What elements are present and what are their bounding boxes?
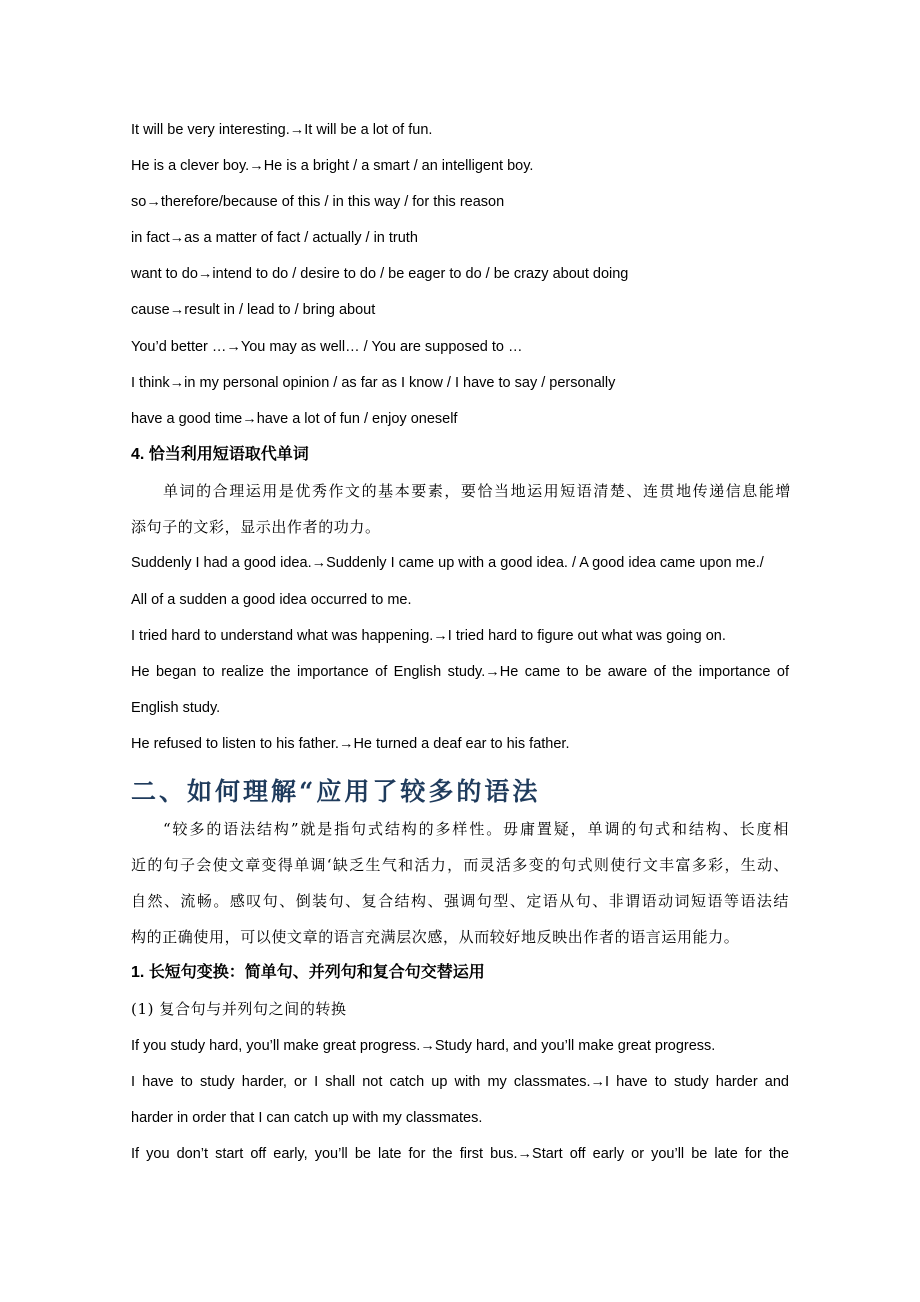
- section-4-heading: 4. 恰当利用短语取代单词: [131, 446, 309, 463]
- section-4-paragraph-line: 单词的合理运用是优秀作文的基本要素，要恰当地运用短语清楚、连贯地传递信息能增: [163, 482, 791, 500]
- example-sentence: I have to study harder, or I shall not catch up with my classmates.→I have to study harder and: [131, 1074, 789, 1090]
- phrase-pair: You’d better …→You may as well… / You are supposed to …: [131, 339, 523, 355]
- phrase-pair: cause→result in / lead to / bring about: [131, 302, 376, 318]
- phrase-pair: He is a clever boy.→He is a bright / a smart / an intelligent boy.: [131, 158, 534, 174]
- phrase-pair: want to do→intend to do / desire to do / be eager to do / be crazy about doing: [131, 266, 629, 282]
- phrase-pair: It will be very interesting.→It will be a lot of fun.: [131, 122, 433, 138]
- part-2-heading: 二、如何理解“应用了较多的语法: [131, 777, 541, 806]
- phrase-pair: so→therefore/because of this / in this way / for this reason: [131, 194, 505, 210]
- example-sentence: He refused to listen to his father.→He turned a deaf ear to his father.: [131, 736, 570, 752]
- part-2-paragraph-line: 近的句子会使文章变得单调‘缺乏生气和活力，而灵活多变的句式则使行文丰富多彩，生动、: [131, 856, 789, 874]
- subsection-1-heading: 1. 长短句变换：简单句、并列句和复合句交替运用: [131, 964, 485, 981]
- phrase-pair: have a good time→have a lot of fun / enjoy oneself: [131, 411, 458, 427]
- example-sentence: If you study hard, you’ll make great progress.→Study hard, and you’ll make great progress.: [131, 1038, 716, 1054]
- example-sentence: Suddenly I had a good idea.→Suddenly I came up with a good idea. / A good idea came upon me./: [131, 555, 764, 571]
- section-4-paragraph-line: 添句子的文彩，显示出作者的功力。: [131, 518, 381, 536]
- example-sentence: harder in order that I can catch up with my classmates.: [131, 1110, 483, 1126]
- phrase-pair: in fact→as a matter of fact / actually / in truth: [131, 230, 418, 246]
- example-sentence: English study.: [131, 700, 221, 716]
- example-sentence: He began to realize the importance of English study.→He came to be aware of the importance of: [131, 664, 789, 680]
- part-2-paragraph-line: “较多的语法结构”就是指句式结构的多样性。毋庸置疑，单调的句式和结构、长度相: [163, 820, 789, 838]
- part-2-paragraph-line: 构的正确使用，可以使文章的语言充满层次感，从而较好地反映出作者的语言运用能力。: [131, 928, 740, 946]
- example-sentence: If you don’t start off early, you’ll be late for the first bus.→Start off early or you’ll be late for the: [131, 1146, 789, 1162]
- subsection-item-heading: (1) 复合句与并列句之间的转换: [131, 1000, 347, 1018]
- phrase-pair: I think→in my personal opinion / as far as I know / I have to say / personally: [131, 375, 616, 391]
- part-2-paragraph-line: 自然、流畅。感叹句、倒装句、复合结构、强调句型、定语从句、非谓语动词短语等语法结: [131, 892, 789, 910]
- example-sentence: All of a sudden a good idea occurred to me.: [131, 592, 412, 608]
- example-sentence: I tried hard to understand what was happening.→I tried hard to figure out what was going on.: [131, 628, 726, 644]
